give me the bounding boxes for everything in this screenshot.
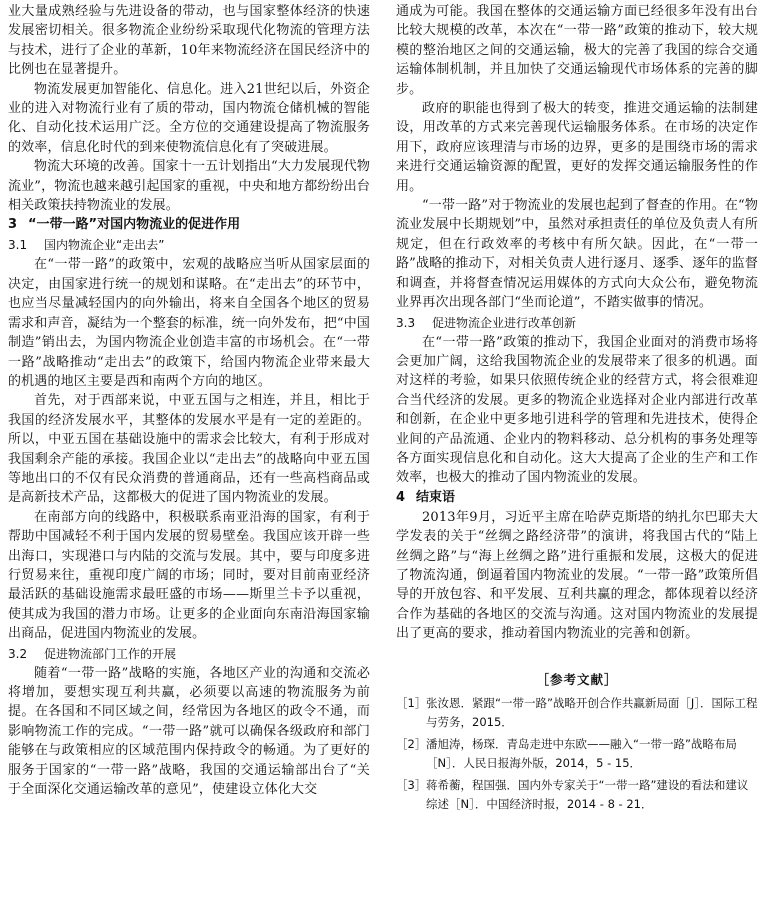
- references-heading: ［参考文献］: [536, 671, 618, 687]
- paragraph: “一带一路”对于物流业的发展也起到了督查的作用。在“物流业发展中长期规划”中，虽然对承担责任的单位及负责人有所规定，但在行政效率的考核中有所欠缺。因此，在“一带一路”战略的推动下，对相关负责人进行逐月、逐季、逐年的监督和调查，并将督查情况运用媒体的方式向大众公布，避免物流业界再次出现各部门“坐而论道”，不踏实做事的情况。: [396, 198, 758, 311]
- subsection-number: 3.3: [396, 315, 416, 330]
- paragraph: 政府的职能也得到了极大的转变，推进交通运输的法制建设，用改革的方式来完善现代运输服务体系。在市场的决定作用下，政府应该理清与市场的边界，更多的是围绕市场的需求来进行交通运输资源的配置，更好的发挥交通运输服务性的作用。: [396, 101, 758, 194]
- paragraph: 在“一带一路”政策的推动下，我国企业面对的消费市场将会更加广阔，这给我国物流企业的发展带来了很多的机遇。面对这样的考验，如果只依照传统企业的经营方式，将会很难迎合当代经济的发展。更多的物流企业选择对企业内部进行改革和创新，在企业中更多地引进科学的管理和先进技术，使得企业间的产品流通、企业内的物料移动、总分机构的事务处理等各方面实现信息化和自动化。这大大提高了企业的生产和工作效率，也极大的推动了国内物流业的发展。: [396, 334, 758, 486]
- reference-item: [396, 735, 758, 773]
- section-heading-4: [396, 488, 758, 508]
- reference-item: [396, 776, 758, 814]
- paragraph: 随着“一带一路”战略的实施，各地区产业的沟通和交流必将增加，要想实现互利共赢，必须要以高速的物流服务为前提。在各国和不同区域之间，经常因为各地区的政令不通，而影响物流工作的完成。“一带一路”就可以确保各级政府和部门能够在与政策相应的区域范围内保持政令的畅通。为了更好的服务于国家的“一带一路”战略，我国的交通运输部出台了“关于全面深化交通运输改革的意见”，使建设立体化大交: [8, 665, 370, 798]
- section-title: 结束语: [416, 489, 456, 505]
- subsection-title: 促进物流部门工作的开展: [44, 646, 177, 661]
- section-number: 3: [8, 217, 18, 233]
- right-column: [396, 2, 758, 817]
- subsection-title: 促进物流企业进行改革创新: [432, 315, 577, 330]
- section-heading-3: [8, 215, 370, 235]
- subsection-title: 国内物流企业“走出去”: [44, 238, 165, 253]
- left-column: [8, 2, 370, 799]
- paragraph: 物流大环境的改善。国家十一五计划指出“大力发展现代物流业”，物流也越来越引起国家的重视，中央和地方都纷纷出台相关政策扶持物流业的发展。: [8, 159, 370, 214]
- subsection-number: 3.1: [8, 238, 28, 253]
- paragraph: 在南部方向的线路中，积极联系南亚沿海的国家，有利于帮助中国减轻不利于国内发展的贸易壁垒。我国应该开辟一些出海口，实现港口与内陆的交流与发展。其中，要与印度多进行贸易来往，重视印度广阔的市场；同时，要对目前南亚经济最活跃的基础设施需求最旺盛的市场——斯里兰卡予以重视，使其成为我国的潜力市场。让更多的企业面向东南沿海国家输出商品，促进国内物流业的发展。: [8, 509, 370, 642]
- reference-text: 潘旭涛，杨琛．青岛走进中东欧——融入“一带一路”战略布局［N］．人民日报海外版，2014，5 - 15．: [426, 736, 737, 770]
- section-number: 4: [396, 489, 406, 505]
- reference-text: 蒋希蘅，程国强．国内外专家关于“一带一路”建设的看法和建议综述［N］．中国经济时报，2014 - 8 - 21．: [426, 777, 749, 811]
- section-title: “一带一路”对国内物流业的促进作用: [28, 217, 241, 233]
- subsection-heading-3-2: [8, 644, 370, 664]
- reference-item: [396, 694, 758, 732]
- reference-number: ［1］: [396, 695, 427, 710]
- paragraph: 物流发展更加智能化、信息化。进入21世纪以后，外资企业的进入对物流行业有了质的带动，国内物流仓储机械的智能化、自动化技术运用广泛。全方位的交通建设提高了物流服务的效率，信息化时代的到来使物流信息化有了突破进展。: [8, 81, 370, 155]
- paragraph: 在“一带一路”的政策中，宏观的战略应当听从国家层面的决定，由国家进行统一的规划和谋略。在“走出去”的环节中，也应当尽量减轻国内的向外输出，将来自全国各个地区的贸易需求和声音，凝结为一个整套的标准，统一向外发布，把“中国制造”销出去，为国内物流企业创造丰富的市场机会。在“一带一路”战略推动“走出去”的政策下，给国内物流企业带来最大的机遇的地区主要是西和南两个方向的地区。: [8, 257, 370, 389]
- subsection-number: 3.2: [8, 646, 28, 661]
- paragraph: 首先，对于西部来说，中亚五国与之相连，并且，相比于我国的经济发展水平，其整体的发展水平是有一定的差距的。所以，中亚五国在基础设施中的需求会比较大，有利于形成对我国剩余产能的承接。我国企业以“走出去”的战略向中亚五国等地出口的不仅有民众消费的普通商品，还有一些高档商品或是高新技术产品，这都极大的促进了国内物流业的发展。: [8, 393, 370, 506]
- paragraph: 业大量成熟经验与先进设备的带动，也与国家整体经济的快速发展密切相关。很多物流企业纷纷采取现代化物流的管理方法与技术，进行了企业的革新，10年来物流经济在国民经济中的比例也在显著提升。: [8, 4, 370, 78]
- paragraph: 通成为可能。我国在整体的交通运输方面已经很多年没有出台比较大规模的改革，本次在“一带一路”政策的推动下，较大规模的整治地区之间的交通运输，极大的完善了我国的综合交通运输体制机制，并且加快了交通运输现代市场体系的完善的脚步。: [396, 4, 758, 97]
- subsection-heading-3-1: [8, 235, 370, 255]
- subsection-heading-3-3: [396, 313, 758, 333]
- reference-text: 张汝恩．紧跟“一带一路”战略开创合作共赢新局面［J］．国际工程与劳务，2015．: [426, 695, 758, 729]
- reference-number: ［3］: [396, 777, 427, 792]
- paragraph: 2013年9月，习近平主席在哈萨克斯塔的纳扎尔巴耶夫大学发表的关于“丝绸之路经济带”的演讲，将我国古代的“陆上丝绸之路”与“海上丝绸之路”进行重振和发展，这极大的促进了物流沟通，倒逼着国内物流业的发展。“一带一路”政策所倡导的开放包容、和平发展、互利共赢的理念，都体现着以经济合作为基础的各地区的交流与沟通。这对国内物流业的发展提出了更高的要求，推动着国内物流业的完善和创新。: [396, 509, 758, 642]
- reference-number: ［2］: [396, 736, 427, 751]
